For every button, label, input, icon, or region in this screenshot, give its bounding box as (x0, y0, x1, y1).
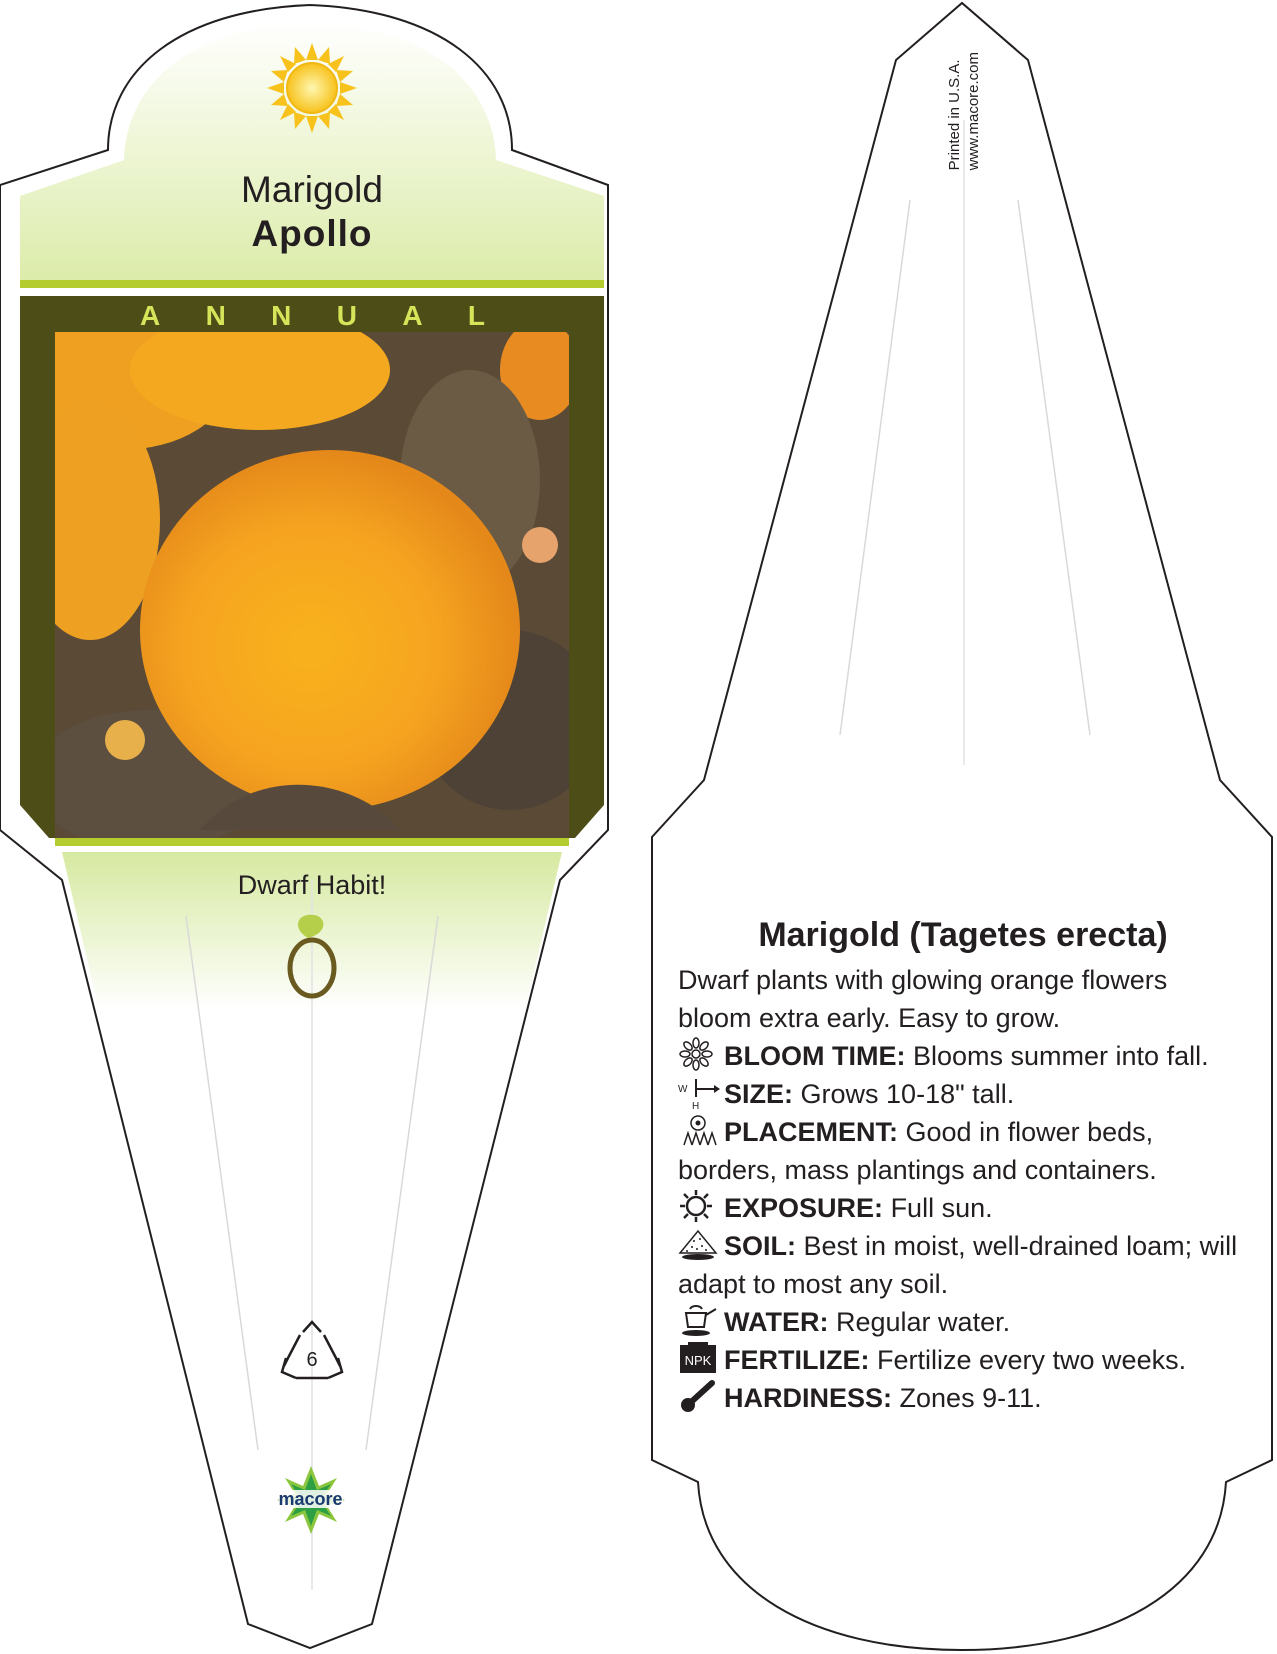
website: www.macore.com (965, 52, 982, 171)
variety-name: Apollo (251, 213, 373, 254)
attribute-text: Good in flower beds, borders, mass plantings and containers. (678, 1117, 1157, 1185)
flower-icon (678, 1037, 720, 1071)
attribute-text: Full sun. (890, 1193, 993, 1223)
placement-icon (678, 1113, 720, 1147)
size-icon (678, 1075, 720, 1109)
size-icon-h: H (692, 1101, 700, 1109)
size-icon-w: W (678, 1084, 688, 1095)
attribute-text: Blooms summer into fall. (913, 1041, 1209, 1071)
attribute-text: Regular water. (836, 1307, 1011, 1337)
attribute-label: WATER: (724, 1307, 829, 1337)
category-letter: U (336, 300, 357, 331)
description: Dwarf plants with glowing orange flowers bloom extra early. Easy to grow. (678, 965, 1168, 1033)
watering-can-icon (678, 1303, 720, 1337)
category-letter: A (402, 300, 423, 331)
category-letter: L (467, 300, 485, 331)
printed-in: Printed in U.S.A. (946, 59, 963, 171)
attribute-fertilize (678, 1341, 1248, 1379)
attribute-bloom-time (678, 1037, 1248, 1075)
botanical-title: Marigold (Tagetes erecta) (758, 916, 1168, 954)
attribute-hardiness (678, 1379, 1248, 1417)
attribute-text: Best in moist, well-drained loam; will adapt to most any soil. (678, 1231, 1238, 1299)
recycle-code: 6 (306, 1349, 318, 1371)
attribute-exposure (678, 1189, 1248, 1227)
category-letter: N (271, 300, 292, 331)
npk-icon (678, 1341, 720, 1375)
care-info (678, 915, 1248, 1417)
attribute-label: EXPOSURE: (724, 1193, 884, 1223)
attribute-text: Grows 10-18" tall. (800, 1079, 1015, 1109)
printed-info (946, 52, 982, 212)
category-letter: N (205, 300, 226, 331)
attribute-text: Fertilize every two weeks. (877, 1345, 1187, 1375)
attribute-soil (678, 1227, 1248, 1303)
attribute-size (678, 1075, 1248, 1113)
attribute-label: FERTILIZE: (724, 1345, 870, 1375)
sun-icon (267, 43, 357, 133)
common-name: Marigold (241, 169, 383, 210)
brand-name: macore (278, 1489, 343, 1509)
attribute-text: Zones 9-11. (899, 1383, 1042, 1413)
attribute-water (678, 1303, 1248, 1341)
attribute-label: HARDINESS: (724, 1383, 893, 1413)
tagline: Dwarf Habit! (237, 870, 387, 900)
attribute-label: SOIL: (724, 1231, 796, 1261)
exposure-sun-icon (678, 1189, 720, 1223)
npk-label: NPK (684, 1353, 712, 1368)
category-label (140, 300, 485, 332)
attribute-placement (678, 1113, 1248, 1189)
category-letter: A (140, 300, 161, 331)
attribute-label: BLOOM TIME: (724, 1041, 906, 1071)
attribute-label: SIZE: (724, 1079, 794, 1109)
soil-icon (678, 1227, 720, 1261)
thermometer-icon (678, 1379, 720, 1413)
attribute-label: PLACEMENT: (724, 1117, 898, 1147)
marigold-photo (10, 310, 600, 850)
